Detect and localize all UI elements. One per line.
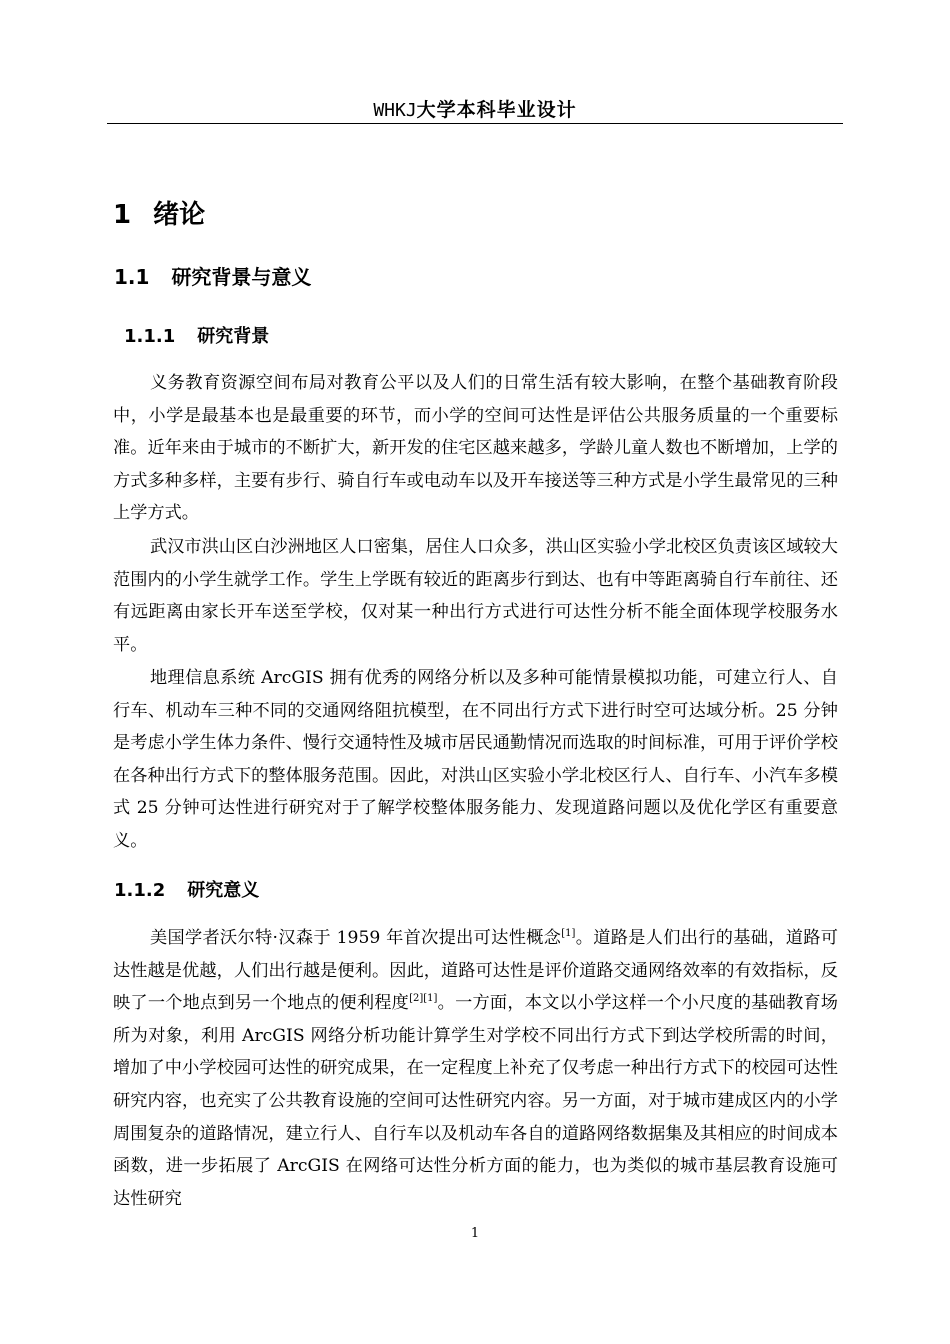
citation-ref: [2][1] [409, 993, 438, 1005]
chapter-title: 绪论 [153, 200, 206, 230]
chapter-number: 1 [113, 200, 132, 230]
page-number: 1 [470, 1226, 480, 1241]
header-title: 大学本科毕业设计 [416, 99, 577, 121]
subsection-title: 研究意义 [187, 880, 260, 901]
header-rule [107, 123, 843, 124]
header-brand: WHKJ [373, 100, 417, 121]
subsection-title: 研究背景 [197, 326, 270, 347]
paragraph-2: 武汉市洪山区白沙洲地区人口密集，居住人口众多，洪山区实验小学北校区负责该区域较大范围内的小学生就学工作。学生上学既有较近的距离步行到达、也有中等距离骑自行车前往、还有远距离由家长开车送至学校，仅对某一种出行方式进行可达性分析不能全面体现学校服务水平。 [113, 537, 838, 655]
subsection-heading-background [124, 323, 269, 351]
subsection-number: 1.1.2 [114, 880, 166, 901]
subsection-heading-significance [114, 877, 259, 905]
paragraph-4 [113, 922, 838, 1215]
paragraph-4-text-b: 。道路是人们出行的基础，道路可达性越是优越，人们出行越是便利。因此，道路可达性是评价道路交通网络效率的有效指标，反映了一个地点到另一个地点的便利程度 [113, 928, 838, 1014]
paragraph-3: 地理信息系统 ArcGIS 拥有优秀的网络分析以及多种可能情景模拟功能，可建立行人、自行车、机动车三种不同的交通网络阻抗模型，在不同出行方式下进行时空可达域分析。25 分钟是考虑小学生体力条件、慢行交通特性及城市居民通勤情况而选取的时间标准，可用于评价学校在各种出行方式下的整体服务范围。因此，对洪山区实验小学北校区行人、自行车、小汽车多模式 25 分钟可达性进行研究对于了解学校整体服务能力、发现道路问题以及优化学区有重要意义。 [113, 668, 838, 851]
page-header [107, 96, 843, 124]
paragraph-4-text-c: 。一方面，本文以小学这样一个小尺度的基础教育场所为对象，利用 ArcGIS 网络分析功能计算学生对学校不同出行方式下到达学校所需的时间，增加了中小学校园可达性的研究成果，在一定程度上补充了仅考虑一种出行方式下的校园可达性研究内容，也充实了公共教育设施的空间可达性研究内容。另一方面，对于城市建成区内的小学周围复杂的道路情况，建立行人、自行车以及机动车各自的道路网络数据集及其相应的时间成本函数，进一步拓展了 ArcGIS 在网络可达性分析方面的能力，也为类似的城市基层教育设施可达性研究 [113, 993, 838, 1209]
paragraph-4-text-a: 美国学者沃尔特·汉森于 1959 年首次提出可达性概念 [150, 928, 562, 948]
chapter-heading [113, 197, 205, 233]
section-title: 研究背景与意义 [171, 265, 312, 289]
citation-ref: [1] [561, 928, 576, 939]
section-heading [114, 262, 311, 292]
subsection-number: 1.1.1 [124, 326, 176, 347]
section-number: 1.1 [114, 265, 150, 289]
paragraph-1: 义务教育资源空间布局对教育公平以及人们的日常生活有较大影响，在整个基础教育阶段中，小学是最基本也是最重要的环节，而小学的空间可达性是评估公共服务质量的一个重要标准。近年来由于城市的不断扩大，新开发的住宅区越来越多，学龄儿童人数也不断增加，上学的方式多种多样，主要有步行、骑自行车或电动车以及开车接送等三种方式是小学生最常见的三种上学方式。 [113, 373, 838, 524]
